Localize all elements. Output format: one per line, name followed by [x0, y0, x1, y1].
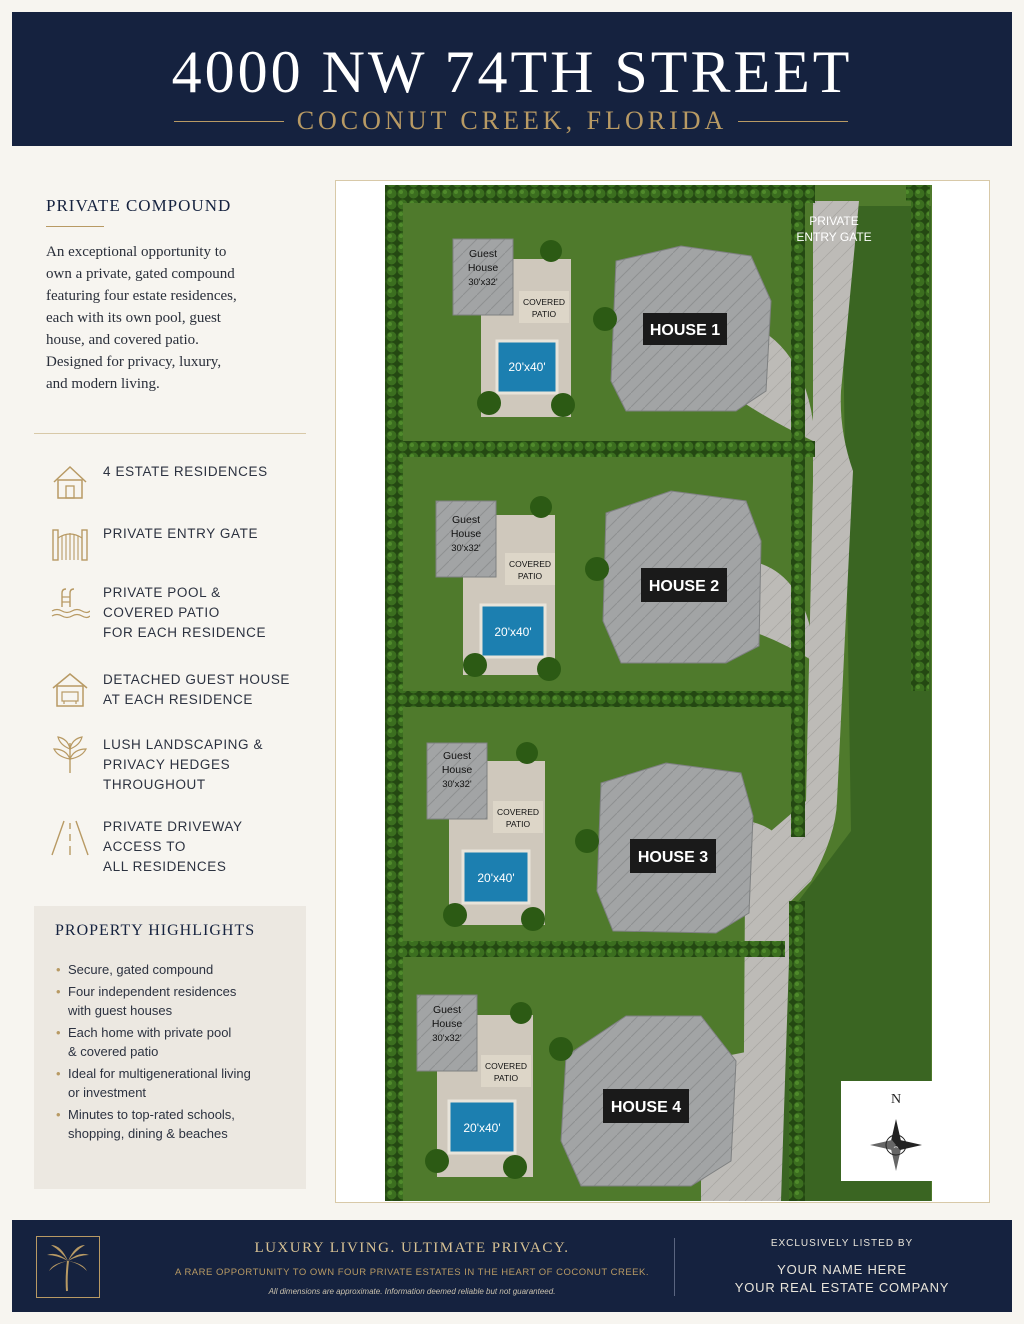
palm-tree	[503, 1155, 527, 1179]
highlight-line: & covered patio	[68, 1044, 159, 1059]
intro-line: An exceptional opportunity to	[46, 244, 227, 260]
lot-1-house-label: HOUSE 1	[649, 322, 721, 339]
feature-line: PRIVATE ENTRY GATE	[103, 526, 259, 541]
lot-1-patio-label: COVERED	[522, 297, 566, 307]
highlight-line: shopping, dining & beaches	[68, 1126, 228, 1141]
highlight-item	[56, 960, 296, 979]
lot-4-pool-size: 20'x40'	[463, 1121, 501, 1135]
feature-line: PRIVACY HEDGES	[103, 757, 231, 772]
highlight-line: • Four independent residences	[68, 984, 237, 999]
feature-text	[103, 817, 243, 877]
highlight-line: or investment	[68, 1085, 147, 1100]
hedge-east-upper	[911, 191, 929, 691]
lot-3-patio-label: PATIO	[505, 819, 531, 829]
palm-tree	[477, 391, 501, 415]
property-highlights-box	[34, 906, 306, 1189]
site-plan-map	[336, 181, 989, 1202]
lot-3-patio-label: COVERED	[496, 807, 540, 817]
feature-text	[103, 583, 266, 643]
lot-2-house-label: HOUSE 2	[648, 578, 720, 595]
feature-text	[103, 735, 263, 795]
palm-tree	[593, 307, 617, 331]
palm-tree	[530, 496, 552, 518]
highlight-item	[56, 1064, 296, 1102]
feature-line: COVERED PATIO	[103, 605, 220, 620]
feature-line: PRIVATE POOL &	[103, 585, 221, 600]
property-city: COCONUT CREEK, FLORIDA	[296, 106, 728, 135]
intro-text	[46, 241, 286, 395]
highlight-line: • Secure, gated compound	[68, 962, 214, 977]
highlight-item	[56, 1105, 296, 1143]
hedge-lot-divider-3	[385, 941, 785, 957]
feature-text	[103, 524, 258, 544]
footer-divider	[674, 1238, 675, 1296]
footer-disclaimer: All dimensions are approximate. Information deemed reliable but not guaranteed.	[268, 1287, 556, 1296]
feature-text	[103, 462, 268, 482]
lot-1-guest-label: House	[467, 262, 499, 274]
highlights-title: PROPERTY HIGHLIGHTS	[55, 922, 256, 939]
footer-banner	[12, 1220, 1012, 1312]
palm-tree	[425, 1149, 449, 1173]
header-banner	[12, 12, 1012, 146]
palm-tree	[585, 557, 609, 581]
highlight-line: • Ideal for multigenerational living	[68, 1066, 251, 1081]
lot-2-guest-label: House	[450, 528, 482, 540]
agent-name: YOUR NAME HERE	[777, 1262, 907, 1277]
lot-3-guest-size: 30'x32'	[442, 779, 472, 790]
lot-2-guest-size: 30'x32'	[451, 543, 481, 554]
highlight-line: • Minutes to top-rated schools,	[68, 1107, 235, 1122]
lot-2-pool-size: 20'x40'	[494, 625, 532, 639]
hedge-drive-2	[791, 457, 805, 691]
site-plan-frame	[335, 180, 990, 1203]
feature-line: LUSH LANDSCAPING &	[103, 737, 264, 752]
footer-subtext: A RARE OPPORTUNITY TO OWN FOUR PRIVATE ESTATES IN THE HEART OF COCONUT CREEK.	[175, 1267, 649, 1278]
feature-line: PRIVATE DRIVEWAY	[103, 819, 243, 834]
palm-tree	[540, 240, 562, 262]
lot-4-guest-label: House	[431, 1018, 463, 1030]
hedge-drive-3	[791, 707, 805, 837]
palm-tree	[537, 657, 561, 681]
lot-4-guest-label: Guest	[432, 1004, 462, 1016]
lot-3-guest-label: Guest	[442, 750, 472, 762]
feature-text	[103, 670, 290, 710]
lot-4-patio-label: PATIO	[493, 1073, 519, 1083]
feature-line: 4 ESTATE RESIDENCES	[103, 464, 268, 479]
agent-company: YOUR REAL ESTATE COMPANY	[734, 1280, 950, 1295]
lot-3-pool-size: 20'x40'	[477, 871, 515, 885]
highlight-line: with guest houses	[68, 1003, 173, 1018]
lot-1-pool-size: 20'x40'	[508, 360, 546, 374]
entry-gate-label: ENTRY GATE	[796, 230, 872, 244]
hedge-north	[385, 185, 815, 203]
lot-4-patio-label: COVERED	[484, 1061, 528, 1071]
highlight-line: • Each home with private pool	[68, 1025, 232, 1040]
palm-tree	[443, 903, 467, 927]
highlights-list	[56, 960, 296, 1146]
intro-rule	[46, 226, 104, 227]
palm-tree	[575, 829, 599, 853]
gate-icon	[50, 524, 90, 564]
feature-line: AT EACH RESIDENCE	[103, 692, 253, 707]
intro-line: own a private, gated compound	[46, 266, 235, 282]
palm-tree	[551, 393, 575, 417]
intro-line: and modern living.	[46, 376, 160, 392]
intro-section	[34, 180, 306, 395]
feature-line: FOR EACH RESIDENCE	[103, 625, 267, 640]
intro-line: featuring four estate residences,	[46, 288, 237, 304]
lot-2-patio-label: COVERED	[508, 559, 552, 569]
feature-line: ACCESS TO	[103, 839, 186, 854]
north-label: N	[890, 1092, 902, 1107]
palm-tree	[549, 1037, 573, 1061]
logo	[36, 1236, 100, 1298]
leaf-icon	[50, 735, 90, 775]
hedge-lot-divider-2	[385, 691, 805, 707]
footer-tagline: LUXURY LIVING. ULTIMATE PRIVACY.	[254, 1240, 570, 1256]
pool-icon	[50, 583, 90, 623]
entry-gate-label: PRIVATE	[809, 214, 859, 228]
lot-3-house-label: HOUSE 3	[637, 849, 709, 866]
highlight-item	[56, 1023, 296, 1061]
palm-logo-icon	[37, 1237, 99, 1297]
highlight-item	[56, 982, 296, 1020]
lot-3-guest-label: House	[441, 764, 473, 776]
lot-4-house-label: HOUSE 4	[610, 1099, 682, 1116]
intro-heading: PRIVATE COMPOUND	[46, 196, 232, 215]
feature-line: DETACHED GUEST HOUSE	[103, 672, 291, 687]
palm-tree	[463, 653, 487, 677]
intro-line: each with its own pool, guest	[46, 310, 221, 326]
section-divider	[34, 433, 306, 434]
house-icon	[50, 462, 90, 502]
lot-1-patio-label: PATIO	[531, 309, 557, 319]
palm-tree	[516, 742, 538, 764]
hedge-drive-4	[789, 901, 805, 1201]
hedge-lot-divider-1	[385, 441, 815, 457]
feature-line: THROUGHOUT	[103, 777, 206, 792]
lot-1-guest-size: 30'x32'	[468, 277, 498, 288]
lot-2-patio-label: PATIO	[517, 571, 543, 581]
property-address: 4000 NW 74TH STREET	[171, 39, 853, 105]
guest-house-icon	[50, 670, 90, 710]
feature-line: ALL RESIDENCES	[103, 859, 227, 874]
palm-tree	[521, 907, 545, 931]
subtitle-rule-right	[738, 121, 848, 122]
lot-1-guest-label: Guest	[468, 248, 498, 260]
intro-line: Designed for privacy, luxury,	[46, 354, 222, 370]
listed-by-label: EXCLUSIVELY LISTED BY	[770, 1238, 914, 1249]
lot-2-guest-label: Guest	[451, 514, 481, 526]
driveway-icon	[50, 817, 90, 857]
intro-line: house, and covered patio.	[46, 332, 199, 348]
lot-4-guest-size: 30'x32'	[432, 1033, 462, 1044]
palm-tree	[510, 1002, 532, 1024]
